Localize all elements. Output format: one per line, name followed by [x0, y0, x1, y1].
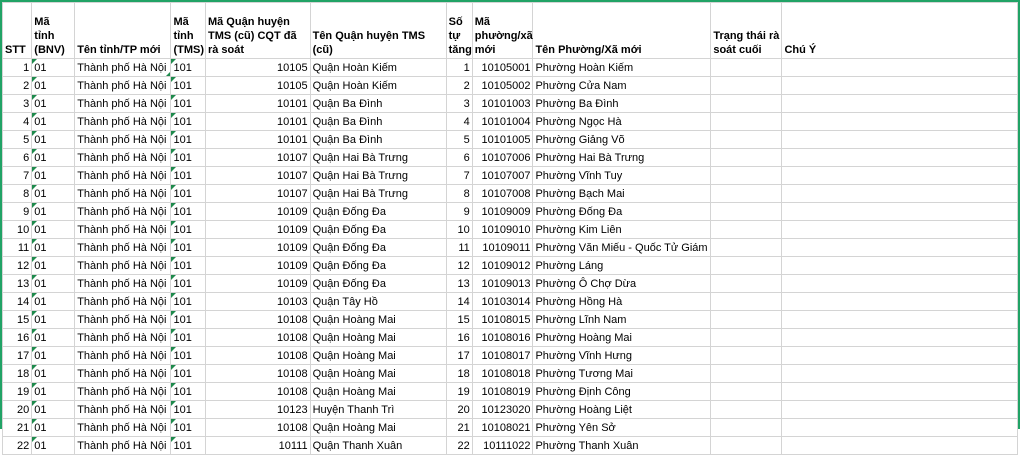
cell-ma-phuong-xa[interactable]: 10108018 [472, 365, 533, 383]
cell-ten-quan-huyen[interactable]: Quận Hoàng Mai [310, 347, 446, 365]
cell-ma-phuong-xa[interactable]: 10109011 [472, 239, 533, 257]
cell-ten-phuong-xa[interactable]: Phường Hồng Hà [533, 293, 711, 311]
cell-so-tu-tang[interactable]: 5 [446, 131, 472, 149]
cell-ten-quan-huyen[interactable]: Quận Hoàng Mai [310, 419, 446, 437]
cell-ma-quan-huyen[interactable]: 10108 [205, 347, 310, 365]
cell-ten-phuong-xa[interactable]: Phường Vĩnh Tuy [533, 167, 711, 185]
cell-stt[interactable]: 21 [3, 419, 32, 437]
cell-trang-thai[interactable] [711, 131, 782, 149]
cell-so-tu-tang[interactable]: 10 [446, 221, 472, 239]
cell-so-tu-tang[interactable]: 7 [446, 167, 472, 185]
cell-chu-y[interactable] [782, 113, 1018, 131]
header-ma-phuong-xa[interactable]: Mã phường/xã mới [472, 3, 533, 59]
cell-ma-tinh-bnv[interactable]: 01 [32, 257, 75, 275]
cell-ma-tinh-bnv[interactable]: 01 [32, 239, 75, 257]
cell-chu-y[interactable] [782, 203, 1018, 221]
cell-ten-quan-huyen[interactable]: Quận Hoàn Kiếm [310, 59, 446, 77]
cell-so-tu-tang[interactable]: 18 [446, 365, 472, 383]
cell-ma-tinh-tms[interactable]: 101 [171, 77, 206, 95]
cell-ten-phuong-xa[interactable]: Phường Cửa Nam [533, 77, 711, 95]
cell-ma-phuong-xa[interactable]: 10103014 [472, 293, 533, 311]
header-row [3, 3, 1018, 59]
cell-stt[interactable]: 14 [3, 293, 32, 311]
cell-chu-y[interactable] [782, 383, 1018, 401]
cell-stt[interactable]: 9 [3, 203, 32, 221]
cell-ten-quan-huyen[interactable]: Quận Hoàng Mai [310, 311, 446, 329]
cell-stt[interactable]: 4 [3, 113, 32, 131]
cell-ma-quan-huyen[interactable]: 10108 [205, 365, 310, 383]
cell-ten-tinh[interactable]: Thành phố Hà Nội [75, 239, 171, 257]
cell-ten-quan-huyen[interactable]: Quận Ba Đình [310, 131, 446, 149]
cell-ten-quan-huyen[interactable]: Quận Hoàng Mai [310, 383, 446, 401]
cell-ma-phuong-xa[interactable]: 10108016 [472, 329, 533, 347]
cell-ten-quan-huyen[interactable]: Quận Đống Đa [310, 257, 446, 275]
cell-ma-quan-huyen[interactable]: 10111 [205, 437, 310, 455]
cell-so-tu-tang[interactable]: 21 [446, 419, 472, 437]
cell-chu-y[interactable] [782, 77, 1018, 95]
cell-ten-tinh[interactable]: Thành phố Hà Nội [75, 257, 171, 275]
cell-ma-phuong-xa[interactable]: 10101004 [472, 113, 533, 131]
cell-ma-tinh-bnv[interactable]: 01 [32, 311, 75, 329]
cell-ma-tinh-tms[interactable]: 101 [171, 293, 206, 311]
cell-trang-thai[interactable] [711, 185, 782, 203]
cell-stt[interactable]: 15 [3, 311, 32, 329]
table-row [3, 419, 1018, 437]
cell-ma-phuong-xa[interactable]: 10111022 [472, 437, 533, 455]
cell-ma-tinh-bnv[interactable]: 01 [32, 221, 75, 239]
table-row [3, 239, 1018, 257]
cell-chu-y[interactable] [782, 239, 1018, 257]
cell-ten-phuong-xa[interactable]: Phường Ngọc Hà [533, 113, 711, 131]
cell-ten-phuong-xa[interactable]: Phường Yên Sở [533, 419, 711, 437]
cell-chu-y[interactable] [782, 365, 1018, 383]
cell-ma-tinh-tms[interactable]: 101 [171, 419, 206, 437]
cell-ten-quan-huyen[interactable]: Quận Hai Bà Trưng [310, 149, 446, 167]
cell-chu-y[interactable] [782, 221, 1018, 239]
cell-stt[interactable]: 22 [3, 437, 32, 455]
cell-ma-quan-huyen[interactable]: 10101 [205, 113, 310, 131]
cell-ma-tinh-bnv[interactable]: 01 [32, 437, 75, 455]
cell-ma-tinh-bnv[interactable]: 01 [32, 401, 75, 419]
cell-ten-tinh[interactable]: Thành phố Hà Nội [75, 329, 171, 347]
cell-trang-thai[interactable] [711, 437, 782, 455]
cell-ma-quan-huyen[interactable]: 10108 [205, 329, 310, 347]
cell-so-tu-tang[interactable]: 8 [446, 185, 472, 203]
cell-trang-thai[interactable] [711, 203, 782, 221]
table-row [3, 311, 1018, 329]
cell-ma-quan-huyen[interactable]: 10108 [205, 311, 310, 329]
cell-ten-tinh[interactable]: Thành phố Hà Nội [75, 347, 171, 365]
cell-trang-thai[interactable] [711, 383, 782, 401]
cell-trang-thai[interactable] [711, 293, 782, 311]
cell-ten-tinh[interactable]: Thành phố Hà Nội [75, 149, 171, 167]
cell-trang-thai[interactable] [711, 401, 782, 419]
cell-ma-tinh-tms[interactable]: 101 [171, 383, 206, 401]
cell-ten-tinh[interactable]: Thành phố Hà Nội [75, 185, 171, 203]
cell-ma-quan-huyen[interactable]: 10109 [205, 203, 310, 221]
cell-ma-tinh-tms[interactable]: 101 [171, 185, 206, 203]
cell-ten-phuong-xa[interactable]: Phường Bạch Mai [533, 185, 711, 203]
cell-ten-tinh[interactable]: Thành phố Hà Nội [75, 275, 171, 293]
cell-stt[interactable]: 10 [3, 221, 32, 239]
cell-ma-tinh-bnv[interactable]: 01 [32, 185, 75, 203]
table-row [3, 149, 1018, 167]
cell-so-tu-tang[interactable]: 16 [446, 329, 472, 347]
cell-ten-quan-huyen[interactable]: Quận Ba Đình [310, 113, 446, 131]
cell-so-tu-tang[interactable]: 4 [446, 113, 472, 131]
cell-chu-y[interactable] [782, 275, 1018, 293]
cell-ma-phuong-xa[interactable]: 10101005 [472, 131, 533, 149]
table-row [3, 95, 1018, 113]
cell-ma-quan-huyen[interactable]: 10105 [205, 77, 310, 95]
cell-trang-thai[interactable] [711, 59, 782, 77]
cell-ten-tinh[interactable]: Thành phố Hà Nội [75, 293, 171, 311]
cell-ma-phuong-xa[interactable]: 10107006 [472, 149, 533, 167]
cell-trang-thai[interactable] [711, 275, 782, 293]
cell-ten-phuong-xa[interactable]: Phường Định Công [533, 383, 711, 401]
table-row [3, 437, 1018, 455]
cell-ten-phuong-xa[interactable]: Phường Kim Liên [533, 221, 711, 239]
cell-so-tu-tang[interactable]: 12 [446, 257, 472, 275]
cell-ten-phuong-xa[interactable]: Phường Hoàn Kiếm [533, 59, 711, 77]
cell-ma-tinh-bnv[interactable]: 01 [32, 347, 75, 365]
cell-chu-y[interactable] [782, 167, 1018, 185]
cell-so-tu-tang[interactable]: 2 [446, 77, 472, 95]
cell-trang-thai[interactable] [711, 257, 782, 275]
cell-ten-tinh[interactable]: Thành phố Hà Nội [75, 311, 171, 329]
cell-trang-thai[interactable] [711, 167, 782, 185]
table-row [3, 77, 1018, 95]
cell-ma-phuong-xa[interactable]: 10105001 [472, 59, 533, 77]
ward-table [2, 2, 1018, 455]
cell-ten-phuong-xa[interactable]: Phường Tương Mai [533, 365, 711, 383]
cell-ma-tinh-tms[interactable]: 101 [171, 221, 206, 239]
cell-ten-quan-huyen[interactable]: Quận Đống Đa [310, 221, 446, 239]
cell-ma-phuong-xa[interactable]: 10107007 [472, 167, 533, 185]
cell-ma-phuong-xa[interactable]: 10101003 [472, 95, 533, 113]
cell-so-tu-tang[interactable]: 13 [446, 275, 472, 293]
cell-ten-phuong-xa[interactable]: Phường Hoàng Mai [533, 329, 711, 347]
table-row [3, 131, 1018, 149]
cell-trang-thai[interactable] [711, 347, 782, 365]
cell-ma-quan-huyen[interactable]: 10109 [205, 257, 310, 275]
cell-ten-phuong-xa[interactable]: Phường Lĩnh Nam [533, 311, 711, 329]
cell-ma-quan-huyen[interactable]: 10109 [205, 221, 310, 239]
cell-chu-y[interactable] [782, 347, 1018, 365]
header-ten-quan-huyen[interactable]: Tên Quận huyện TMS (cũ) [310, 3, 446, 59]
cell-trang-thai[interactable] [711, 365, 782, 383]
cell-so-tu-tang[interactable]: 14 [446, 293, 472, 311]
cell-chu-y[interactable] [782, 149, 1018, 167]
cell-chu-y[interactable] [782, 131, 1018, 149]
cell-ten-tinh[interactable]: Thành phố Hà Nội [75, 203, 171, 221]
cell-ten-quan-huyen[interactable]: Quận Đống Đa [310, 275, 446, 293]
cell-so-tu-tang[interactable]: 19 [446, 383, 472, 401]
cell-ma-tinh-bnv[interactable]: 01 [32, 275, 75, 293]
cell-ten-phuong-xa[interactable]: Phường Giảng Võ [533, 131, 711, 149]
cell-stt[interactable]: 18 [3, 365, 32, 383]
cell-ma-tinh-tms[interactable]: 101 [171, 311, 206, 329]
header-ma-tinh-bnv[interactable]: Mã tỉnh (BNV) [32, 3, 75, 59]
table-row [3, 59, 1018, 77]
cell-so-tu-tang[interactable]: 11 [446, 239, 472, 257]
cell-ma-tinh-bnv[interactable]: 01 [32, 365, 75, 383]
cell-stt[interactable]: 20 [3, 401, 32, 419]
cell-ma-tinh-bnv[interactable]: 01 [32, 167, 75, 185]
cell-ten-tinh[interactable]: Thành phố Hà Nội [75, 401, 171, 419]
cell-stt[interactable]: 2 [3, 77, 32, 95]
cell-ma-quan-huyen[interactable]: 10109 [205, 275, 310, 293]
table-row [3, 347, 1018, 365]
cell-trang-thai[interactable] [711, 311, 782, 329]
cell-stt[interactable]: 6 [3, 149, 32, 167]
table-row [3, 203, 1018, 221]
cell-chu-y[interactable] [782, 401, 1018, 419]
cell-ma-tinh-tms[interactable]: 101 [171, 329, 206, 347]
table-row [3, 383, 1018, 401]
cell-ma-quan-huyen[interactable]: 10108 [205, 419, 310, 437]
cell-ma-quan-huyen[interactable]: 10103 [205, 293, 310, 311]
cell-ten-tinh[interactable]: Thành phố Hà Nội [75, 437, 171, 455]
cell-ten-phuong-xa[interactable]: Phường Ô Chợ Dừa [533, 275, 711, 293]
header-ten-phuong-xa[interactable]: Tên Phường/Xã mới [533, 3, 711, 59]
cell-ten-phuong-xa[interactable]: Phường Láng [533, 257, 711, 275]
cell-ten-tinh[interactable]: Thành phố Hà Nội [75, 95, 171, 113]
cell-chu-y[interactable] [782, 437, 1018, 455]
cell-ma-quan-huyen[interactable]: 10105 [205, 59, 310, 77]
header-ma-tinh-tms[interactable]: Mã tỉnh (TMS) [171, 3, 206, 59]
cell-chu-y[interactable] [782, 59, 1018, 77]
cell-ten-tinh[interactable]: Thành phố Hà Nội [75, 59, 171, 77]
cell-ma-tinh-bnv[interactable]: 01 [32, 131, 75, 149]
cell-ten-phuong-xa[interactable]: Phường Vĩnh Hưng [533, 347, 711, 365]
cell-stt[interactable]: 17 [3, 347, 32, 365]
cell-ten-phuong-xa[interactable]: Phường Văn Miếu - Quốc Tử Giám [533, 239, 711, 257]
cell-ten-tinh[interactable]: Thành phố Hà Nội [75, 221, 171, 239]
cell-ma-phuong-xa[interactable]: 10108019 [472, 383, 533, 401]
cell-ten-tinh[interactable]: Thành phố Hà Nội [75, 131, 171, 149]
cell-chu-y[interactable] [782, 257, 1018, 275]
cell-ma-tinh-bnv[interactable]: 01 [32, 113, 75, 131]
header-chu-y[interactable]: Chú Ý [782, 3, 1018, 59]
cell-ma-tinh-tms[interactable]: 101 [171, 257, 206, 275]
cell-ten-quan-huyen[interactable]: Quận Thanh Xuân [310, 437, 446, 455]
cell-so-tu-tang[interactable]: 15 [446, 311, 472, 329]
cell-stt[interactable]: 13 [3, 275, 32, 293]
cell-ma-phuong-xa[interactable]: 10108015 [472, 311, 533, 329]
cell-ten-phuong-xa[interactable]: Phường Đống Đa [533, 203, 711, 221]
header-ten-tinh[interactable]: Tên tỉnh/TP mới [75, 3, 171, 59]
cell-trang-thai[interactable] [711, 419, 782, 437]
cell-chu-y[interactable] [782, 329, 1018, 347]
cell-ten-tinh[interactable]: Thành phố Hà Nội [75, 113, 171, 131]
cell-ten-quan-huyen[interactable]: Quận Ba Đình [310, 95, 446, 113]
cell-trang-thai[interactable] [711, 113, 782, 131]
cell-so-tu-tang[interactable]: 17 [446, 347, 472, 365]
cell-ma-tinh-bnv[interactable]: 01 [32, 59, 75, 77]
cell-ma-quan-huyen[interactable]: 10109 [205, 239, 310, 257]
table-row [3, 221, 1018, 239]
header-stt[interactable]: STT [3, 3, 32, 59]
cell-ma-tinh-bnv[interactable]: 01 [32, 149, 75, 167]
header-so-tu-tang[interactable]: Số tự tăng [446, 3, 472, 59]
cell-so-tu-tang[interactable]: 20 [446, 401, 472, 419]
cell-ma-tinh-tms[interactable]: 101 [171, 131, 206, 149]
cell-trang-thai[interactable] [711, 329, 782, 347]
table-row [3, 185, 1018, 203]
table-row [3, 365, 1018, 383]
cell-ma-quan-huyen[interactable]: 10101 [205, 131, 310, 149]
cell-ten-phuong-xa[interactable]: Phường Hai Bà Trưng [533, 149, 711, 167]
cell-ma-quan-huyen[interactable]: 10123 [205, 401, 310, 419]
cell-chu-y[interactable] [782, 311, 1018, 329]
cell-stt[interactable]: 1 [3, 59, 32, 77]
table-row [3, 275, 1018, 293]
cell-ten-phuong-xa[interactable]: Phường Thanh Xuân [533, 437, 711, 455]
cell-trang-thai[interactable] [711, 95, 782, 113]
cell-ten-quan-huyen[interactable]: Quận Hoàng Mai [310, 329, 446, 347]
table-row [3, 401, 1018, 419]
cell-ten-quan-huyen[interactable]: Quận Hai Bà Trưng [310, 185, 446, 203]
cell-ten-quan-huyen[interactable]: Quận Hoàn Kiếm [310, 77, 446, 95]
cell-stt[interactable]: 5 [3, 131, 32, 149]
cell-ma-tinh-tms[interactable]: 101 [171, 347, 206, 365]
table-row [3, 167, 1018, 185]
cell-ma-tinh-tms[interactable]: 101 [171, 95, 206, 113]
cell-ma-phuong-xa[interactable]: 10108017 [472, 347, 533, 365]
cell-stt[interactable]: 8 [3, 185, 32, 203]
cell-ma-tinh-tms[interactable]: 101 [171, 239, 206, 257]
cell-ma-tinh-tms[interactable]: 101 [171, 203, 206, 221]
cell-chu-y[interactable] [782, 95, 1018, 113]
cell-trang-thai[interactable] [711, 77, 782, 95]
cell-chu-y[interactable] [782, 419, 1018, 437]
cell-ma-tinh-tms[interactable]: 101 [171, 167, 206, 185]
cell-ma-quan-huyen[interactable]: 10101 [205, 95, 310, 113]
cell-trang-thai[interactable] [711, 149, 782, 167]
cell-ma-phuong-xa[interactable]: 10123020 [472, 401, 533, 419]
header-trang-thai[interactable]: Trạng thái rà soát cuối [711, 3, 782, 59]
cell-ma-tinh-bnv[interactable]: 01 [32, 383, 75, 401]
cell-ma-tinh-bnv[interactable]: 01 [32, 95, 75, 113]
cell-ten-quan-huyen[interactable]: Quận Hoàng Mai [310, 365, 446, 383]
table-row [3, 293, 1018, 311]
cell-trang-thai[interactable] [711, 221, 782, 239]
cell-ma-tinh-tms[interactable]: 101 [171, 113, 206, 131]
cell-ma-tinh-bnv[interactable]: 01 [32, 329, 75, 347]
cell-so-tu-tang[interactable]: 1 [446, 59, 472, 77]
cell-ma-quan-huyen[interactable]: 10107 [205, 167, 310, 185]
cell-ten-quan-huyen[interactable]: Quận Đống Đa [310, 239, 446, 257]
cell-so-tu-tang[interactable]: 3 [446, 95, 472, 113]
cell-ma-phuong-xa[interactable]: 10109013 [472, 275, 533, 293]
cell-ma-phuong-xa[interactable]: 10109012 [472, 257, 533, 275]
cell-ma-quan-huyen[interactable]: 10107 [205, 149, 310, 167]
cell-ma-phuong-xa[interactable]: 10108021 [472, 419, 533, 437]
cell-ma-phuong-xa[interactable]: 10109009 [472, 203, 533, 221]
cell-stt[interactable]: 16 [3, 329, 32, 347]
cell-ma-tinh-bnv[interactable]: 01 [32, 419, 75, 437]
cell-ma-tinh-bnv[interactable]: 01 [32, 293, 75, 311]
header-ma-quan-huyen[interactable]: Mã Quận huyện TMS (cũ) CQT đã rà soát [205, 3, 310, 59]
cell-ten-tinh[interactable]: Thành phố Hà Nội [75, 77, 171, 95]
cell-ma-tinh-tms[interactable]: 101 [171, 149, 206, 167]
cell-so-tu-tang[interactable]: 9 [446, 203, 472, 221]
cell-ma-tinh-tms[interactable]: 101 [171, 59, 206, 77]
cell-so-tu-tang[interactable]: 22 [446, 437, 472, 455]
cell-ma-phuong-xa[interactable]: 10109010 [472, 221, 533, 239]
cell-chu-y[interactable] [782, 293, 1018, 311]
cell-so-tu-tang[interactable]: 6 [446, 149, 472, 167]
cell-stt[interactable]: 12 [3, 257, 32, 275]
cell-ma-tinh-bnv[interactable]: 01 [32, 77, 75, 95]
cell-ten-tinh[interactable]: Thành phố Hà Nội [75, 383, 171, 401]
cell-ma-quan-huyen[interactable]: 10108 [205, 383, 310, 401]
cell-ten-phuong-xa[interactable]: Phường Ba Đình [533, 95, 711, 113]
cell-stt[interactable]: 19 [3, 383, 32, 401]
cell-ten-quan-huyen[interactable]: Huyện Thanh Trì [310, 401, 446, 419]
cell-ten-tinh[interactable]: Thành phố Hà Nội [75, 365, 171, 383]
cell-ten-phuong-xa[interactable]: Phường Hoàng Liệt [533, 401, 711, 419]
cell-ten-quan-huyen[interactable]: Quận Tây Hồ [310, 293, 446, 311]
table-row [3, 113, 1018, 131]
cell-stt[interactable]: 11 [3, 239, 32, 257]
cell-ten-quan-huyen[interactable]: Quận Đống Đa [310, 203, 446, 221]
cell-ma-tinh-tms[interactable]: 101 [171, 365, 206, 383]
cell-ma-tinh-tms[interactable]: 101 [171, 401, 206, 419]
cell-ma-tinh-tms[interactable]: 101 [171, 275, 206, 293]
cell-ma-quan-huyen[interactable]: 10107 [205, 185, 310, 203]
cell-ten-tinh[interactable]: Thành phố Hà Nội [75, 419, 171, 437]
cell-ma-tinh-tms[interactable]: 101 [171, 437, 206, 455]
cell-ma-tinh-bnv[interactable]: 01 [32, 203, 75, 221]
cell-ten-quan-huyen[interactable]: Quận Hai Bà Trưng [310, 167, 446, 185]
cell-stt[interactable]: 7 [3, 167, 32, 185]
table-row [3, 257, 1018, 275]
cell-chu-y[interactable] [782, 185, 1018, 203]
cell-trang-thai[interactable] [711, 239, 782, 257]
table-row [3, 329, 1018, 347]
cell-ma-phuong-xa[interactable]: 10105002 [472, 77, 533, 95]
cell-stt[interactable]: 3 [3, 95, 32, 113]
cell-ten-tinh[interactable]: Thành phố Hà Nội [75, 167, 171, 185]
cell-ma-phuong-xa[interactable]: 10107008 [472, 185, 533, 203]
